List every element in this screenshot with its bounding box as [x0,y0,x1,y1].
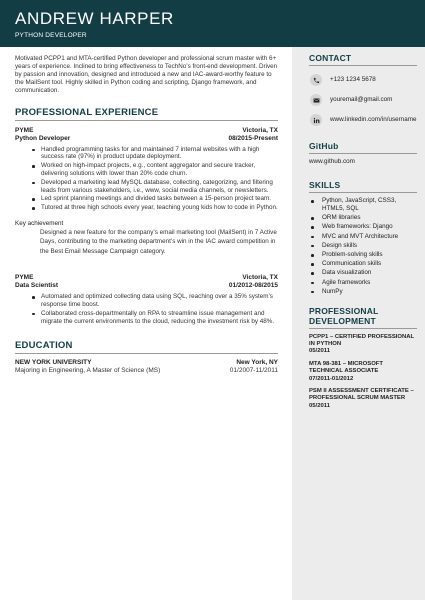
job-company: PYME [15,274,34,282]
edu-degree: Majoring in Engineering, A Master of Science (MS) [15,366,161,374]
job-entry [15,274,278,325]
job-role: Python Developer [15,134,71,142]
job-bullets [32,293,278,325]
cert-date: 07/2011-01/2012 [309,375,354,382]
list-item: Web frameworks: Django [309,223,417,231]
cert-date: 05/2011 [309,348,330,355]
list-item: Collaborated cross-departmentally on RPA to streamline issue management and migrate the current environments to the cloud, reducing the investment risk by 48%. [32,310,278,326]
edu-location: New York, NY [236,358,278,366]
section-divider [309,192,417,193]
cert-entry [309,334,417,356]
job-dates: 08/2015-Present [228,134,278,142]
job-bullets [32,146,278,212]
cert-entry [309,388,417,410]
list-item: ORM libraries [309,214,417,222]
section-divider [309,153,417,154]
contact-email-row [309,93,417,107]
main-column [15,55,278,375]
list-item: Agile frameworks [309,279,417,287]
linkedin-icon [310,114,322,126]
section-divider [309,65,417,66]
cert-title: PCPP1 – CERTIFIED PROFESSIONAL IN PYTHON [309,333,414,348]
list-item: MVC and MVT Architecture [309,233,417,241]
list-item: Tutored at three high schools every year, teaching young kids how to code in Python. [32,204,278,212]
list-item: Problem-solving skills [309,251,417,259]
job-dates: 01/2012-08/2015 [228,282,278,290]
key-achievement-text: Designed a new feature for the company’s email marketing tool (MailSent) in 7 Active Days, contributing to the marketing department’s win in the IAC award competition in the Best Email Message Campaign category. [40,228,277,255]
list-item: Python, JavaScript, CSS3, HTML5, SQL [309,197,417,213]
section-divider [15,120,278,121]
phone-icon [310,74,322,86]
list-item: Developed a marketing lead MySQL database, collecting, categorizing, and filtering leads from various stakeholders, i.e., www, social media channels, or newsletters. [32,179,278,195]
list-item: Design skills [309,242,417,250]
job-location: Victoria, TX [242,126,278,134]
contact-phone-row [309,73,417,87]
job-location: Victoria, TX [242,274,278,282]
list-item: Handled programming tasks for and maintained 7 internal websites with a high success rate (97%) in product update deployment. [32,146,278,162]
github-link[interactable]: www.github.com [309,158,355,165]
list-item: Automated and optimized collecting data using SQL, reaching over a 35% system’s response time boost. [32,293,278,309]
section-divider [15,353,278,354]
github-section [309,141,417,166]
contact-phone: +123 1234 5678 [330,76,376,83]
list-item: Worked on high-impact projects, e.g., content aggregator and secure tracker, delivering solutions with lower than 20% code churn. [32,162,278,178]
contact-email[interactable]: youremail@gmail.com [330,96,393,103]
edu-school: NEW YORK UNIVERSITY [15,358,92,366]
job-entry [15,127,278,257]
cert-date: 05/2011 [309,402,330,409]
experience-section [15,107,278,326]
experience-heading: PROFESSIONAL EXPERIENCE [15,106,159,118]
key-achievement-label: Key achievement [15,219,64,227]
cert-title: MTA 98-381 – MICROSOFT TECHNICAL ASSOCIATE [309,360,383,375]
candidate-name: ANDREW HARPER [15,9,174,28]
development-section [309,306,417,411]
contact-heading: CONTACT [309,53,352,63]
education-heading: EDUCATION [15,339,73,351]
list-item: Data visualization [309,269,417,277]
resume-header [0,0,425,47]
education-section [15,340,278,375]
skills-section [309,180,417,296]
cert-title: PSM II ASSESSMENT CERTIFICATE – PROFESSIONAL SCRUM MASTER [309,388,414,402]
job-role: Data Scientist [15,282,58,290]
mail-icon [310,94,322,106]
contact-linkedin-row [309,113,417,127]
list-item: Led sprint planning meetings and divided tasks between a 15-person project team. [32,195,278,203]
summary-text: Motivated PCPP1 and MTA-certified Python developer and professional scrum master with 6+ years of experience. Inclined to bring effectiveness to TechNo’s front-end development. Driven by passion and innovation, designed and introduced a new and IAC-award-worthy feature to the MailSent tool. Highly skilled in Python coding and scripting, Django framework, and communication. [15,55,278,94]
cert-entry [309,361,417,383]
section-divider [309,328,417,329]
contact-linkedin[interactable]: www.linkedin.com/in/username [330,116,417,123]
github-heading: GitHub [309,141,339,151]
list-item: NumPy [309,288,417,296]
skills-list [309,197,417,296]
development-heading: PROFESSIONAL DEVELOPMENT [309,305,379,326]
candidate-title: PYTHON DEVELOPER [15,32,87,39]
skills-heading: SKILLS [309,180,341,190]
contact-section [309,53,417,127]
edu-dates: 01/2007-11/2011 [229,366,278,374]
sidebar [292,47,425,600]
list-item: Communication skills [309,260,417,268]
job-company: PYME [15,126,34,134]
